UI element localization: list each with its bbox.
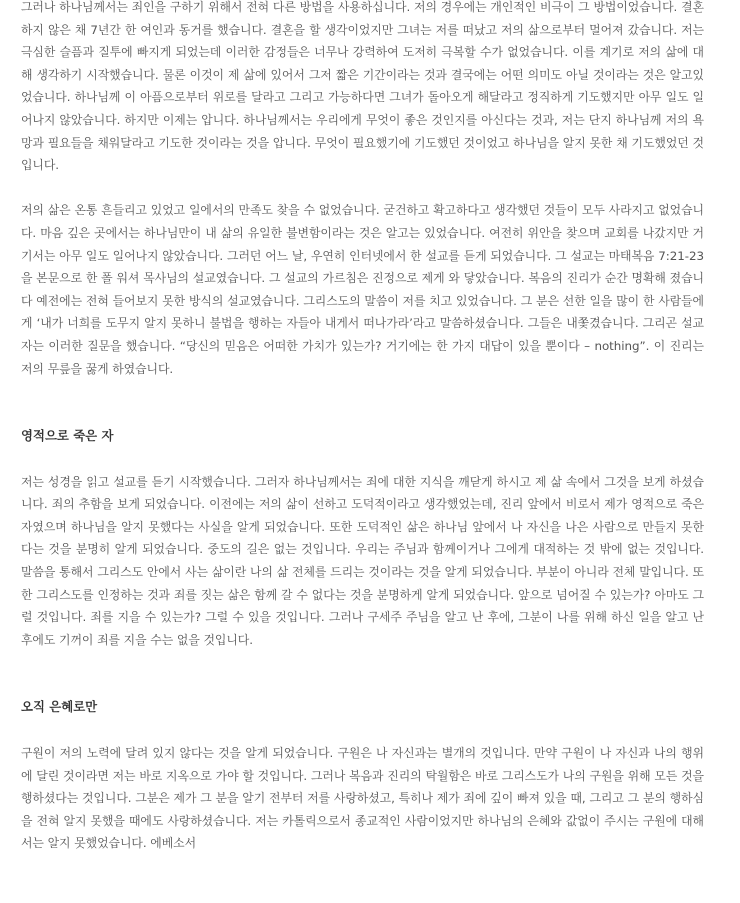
paragraph-spiritually-dead: 저는 성경을 읽고 설교를 듣기 시작했습니다. 그러자 하나님께서는 죄에 대한 지식을 깨닫게 하시고 제 삶 속에서 그것을 보게 하셨습니다. 죄의 추함을 보게 되었습니다. 이전에는 저의 삶이 선하고 도덕적이라고 생각했었는데, 진리 앞에서 비로서 제가 영적으로 죽은 자였으며 하나님을 알지 못했다는 사실을 알게 되었습니다. 또한 도덕적인 삶은 하나님 앞에서 나 자신을 나은 사람으로 만들지 못한다는 것을 분명히 알게 되었습니다. 중도의 길은 없는 것입니다. 우리는 주님과 함께이거나 그에게 대적하는 것 밖에 없는 것입니다. 말씀을 통해서 그리스도 안에서 사는 삶이란 나의 삶 전체를 드리는 것이라는 것을 알게 되었습니다. 부분이 아니라 전체 말입니다. 또한 그리스도를 인정하는 것과 죄를 짓는 삶은 함께 갈 수 없다는 것을 분명하게 알게 되었습니다. 앞으로 넘어질 수 있는가? 아마도 그럴 것입니다. 죄를 지을 수 있는가? 그럴 수 있을 것입니다. 그러나 구세주 주님을 알고 난 후에, 그분이 나를 위해 하신 일을 알고 난 후에도 기꺼이 죄를 지을 수는 없을 것입니다. xyxy=(21,474,704,647)
paragraph-conversion-story: 그러나 하나님께서는 죄인을 구하기 위해서 전혀 다른 방법을 사용하십니다. 저의 경우에는 개인적인 비극이 그 방법이었습니다. 결혼하지 않은 채 7년간 한 여인과 동거를 했습니다. 결혼을 할 생각이었지만 그녀는 저를 떠났고 저의 삶으로부터 멀어져 갔습니다. 저는 극심한 슬픔과 질투에 빠지게 되었는데 이러한 감정들은 너무나 강력하여 도저히 극복할 수가 없었습니다. 이를 계기로 저의 삶에 대해 생각하기 시작했습니다. 물론 이것이 제 삶에 있어서 그저 짧은 기간이라는 것과 결국에는 어떤 의미도 아닐 것이라는 것은 알고있었습니다. 하나님께 이 아픔으로부터 위로를 달라고 그리고 가능하다면 그녀가 돌아오게 해달라고 정직하게 기도했지만 아무 일도 일어나지 않았습니다. 하지만 이제는 압니다. 하나님께서는 우리에게 무엇이 좋은 것인지를 아신다는 것과, 저는 단지 하나님께 저의 욕망과 필요들을 채워달라고 기도한 것이라는 것을 압니다. 무엇이 필요했기에 기도했던 것이었고 하나님을 알지 못한 채 기도했었던 것입니다. xyxy=(21,0,704,173)
section-heading-spiritually-dead: 영적으로 죽은 자 xyxy=(21,428,114,444)
paragraph-sermon: 저의 삶은 온통 흔들리고 있었고 일에서의 만족도 찾을 수 없었습니다. 굳건하고 확고하다고 생각했던 것들이 모두 사라지고 없었습니다. 마음 깊은 곳에서는 하나님만이 내 삶의 유일한 불변함이라는 것은 알고는 있었습니다. 여전히 위안을 찾으며 교회를 나갔지만 거기서는 아무 일도 일어나지 않았습니다. 그러던 어느 날, 우연히 인터넷에서 한 설교를 듣게 되었습니다. 그 설교는 마태복음 7:21-23을 본문으로 한 폴 워셔 목사님의 설교였습니다. 그 설교의 가르침은 진정으로 제게 와 닿았습니다. 복음의 진리가 순간 명확해 졌습니다 예전에는 전혀 들어보지 못한 방식의 설교였습니다. 그리스도의 말씀이 저를 치고 있었습니다. 그 분은 선한 일을 많이 한 사람들에게 ‘내가 너희를 도무지 알지 못하니 불법을 행하는 자들아 내게서 떠나가라’라고 말씀하셨습니다. 그들은 내쫓겼습니다. 그리곤 설교자는 이러한 질문을 했습니다. “당신의 믿음은 어떠한 가치가 있는가? 거기에는 한 가지 대답이 있을 뿐이다 – nothing”. 이 진리는 저의 무릎을 꿇게 하였습니다. xyxy=(21,203,704,376)
paragraph-by-grace-alone: 구원이 저의 노력에 달려 있지 않다는 것을 알게 되었습니다. 구원은 나 자신과는 별개의 것입니다. 만약 구원이 나 자신과 나의 행위에 달린 것이라면 저는 바로 지옥으로 가야 할 것입니다. 그러나 복음과 진리의 탁월함은 바로 그리스도가 나의 구원을 위해 모든 것을 행하셨다는 것입니다. 그분은 제가 그 분을 알기 전부터 저를 사랑하셨고, 특히나 제가 죄에 깊이 빠져 있을 때, 그리고 그 분의 행하심을 전혀 알지 못했을 때에도 사랑하셨습니다. 저는 카톨릭으로서 종교적인 사람이었지만 하나님의 은혜와 값없이 주시는 구원에 대해서는 알지 못했었습니다. 에베소서 xyxy=(21,746,704,851)
section-heading-by-grace-alone: 오직 은혜로만 xyxy=(21,699,98,715)
article-body xyxy=(21,0,704,878)
